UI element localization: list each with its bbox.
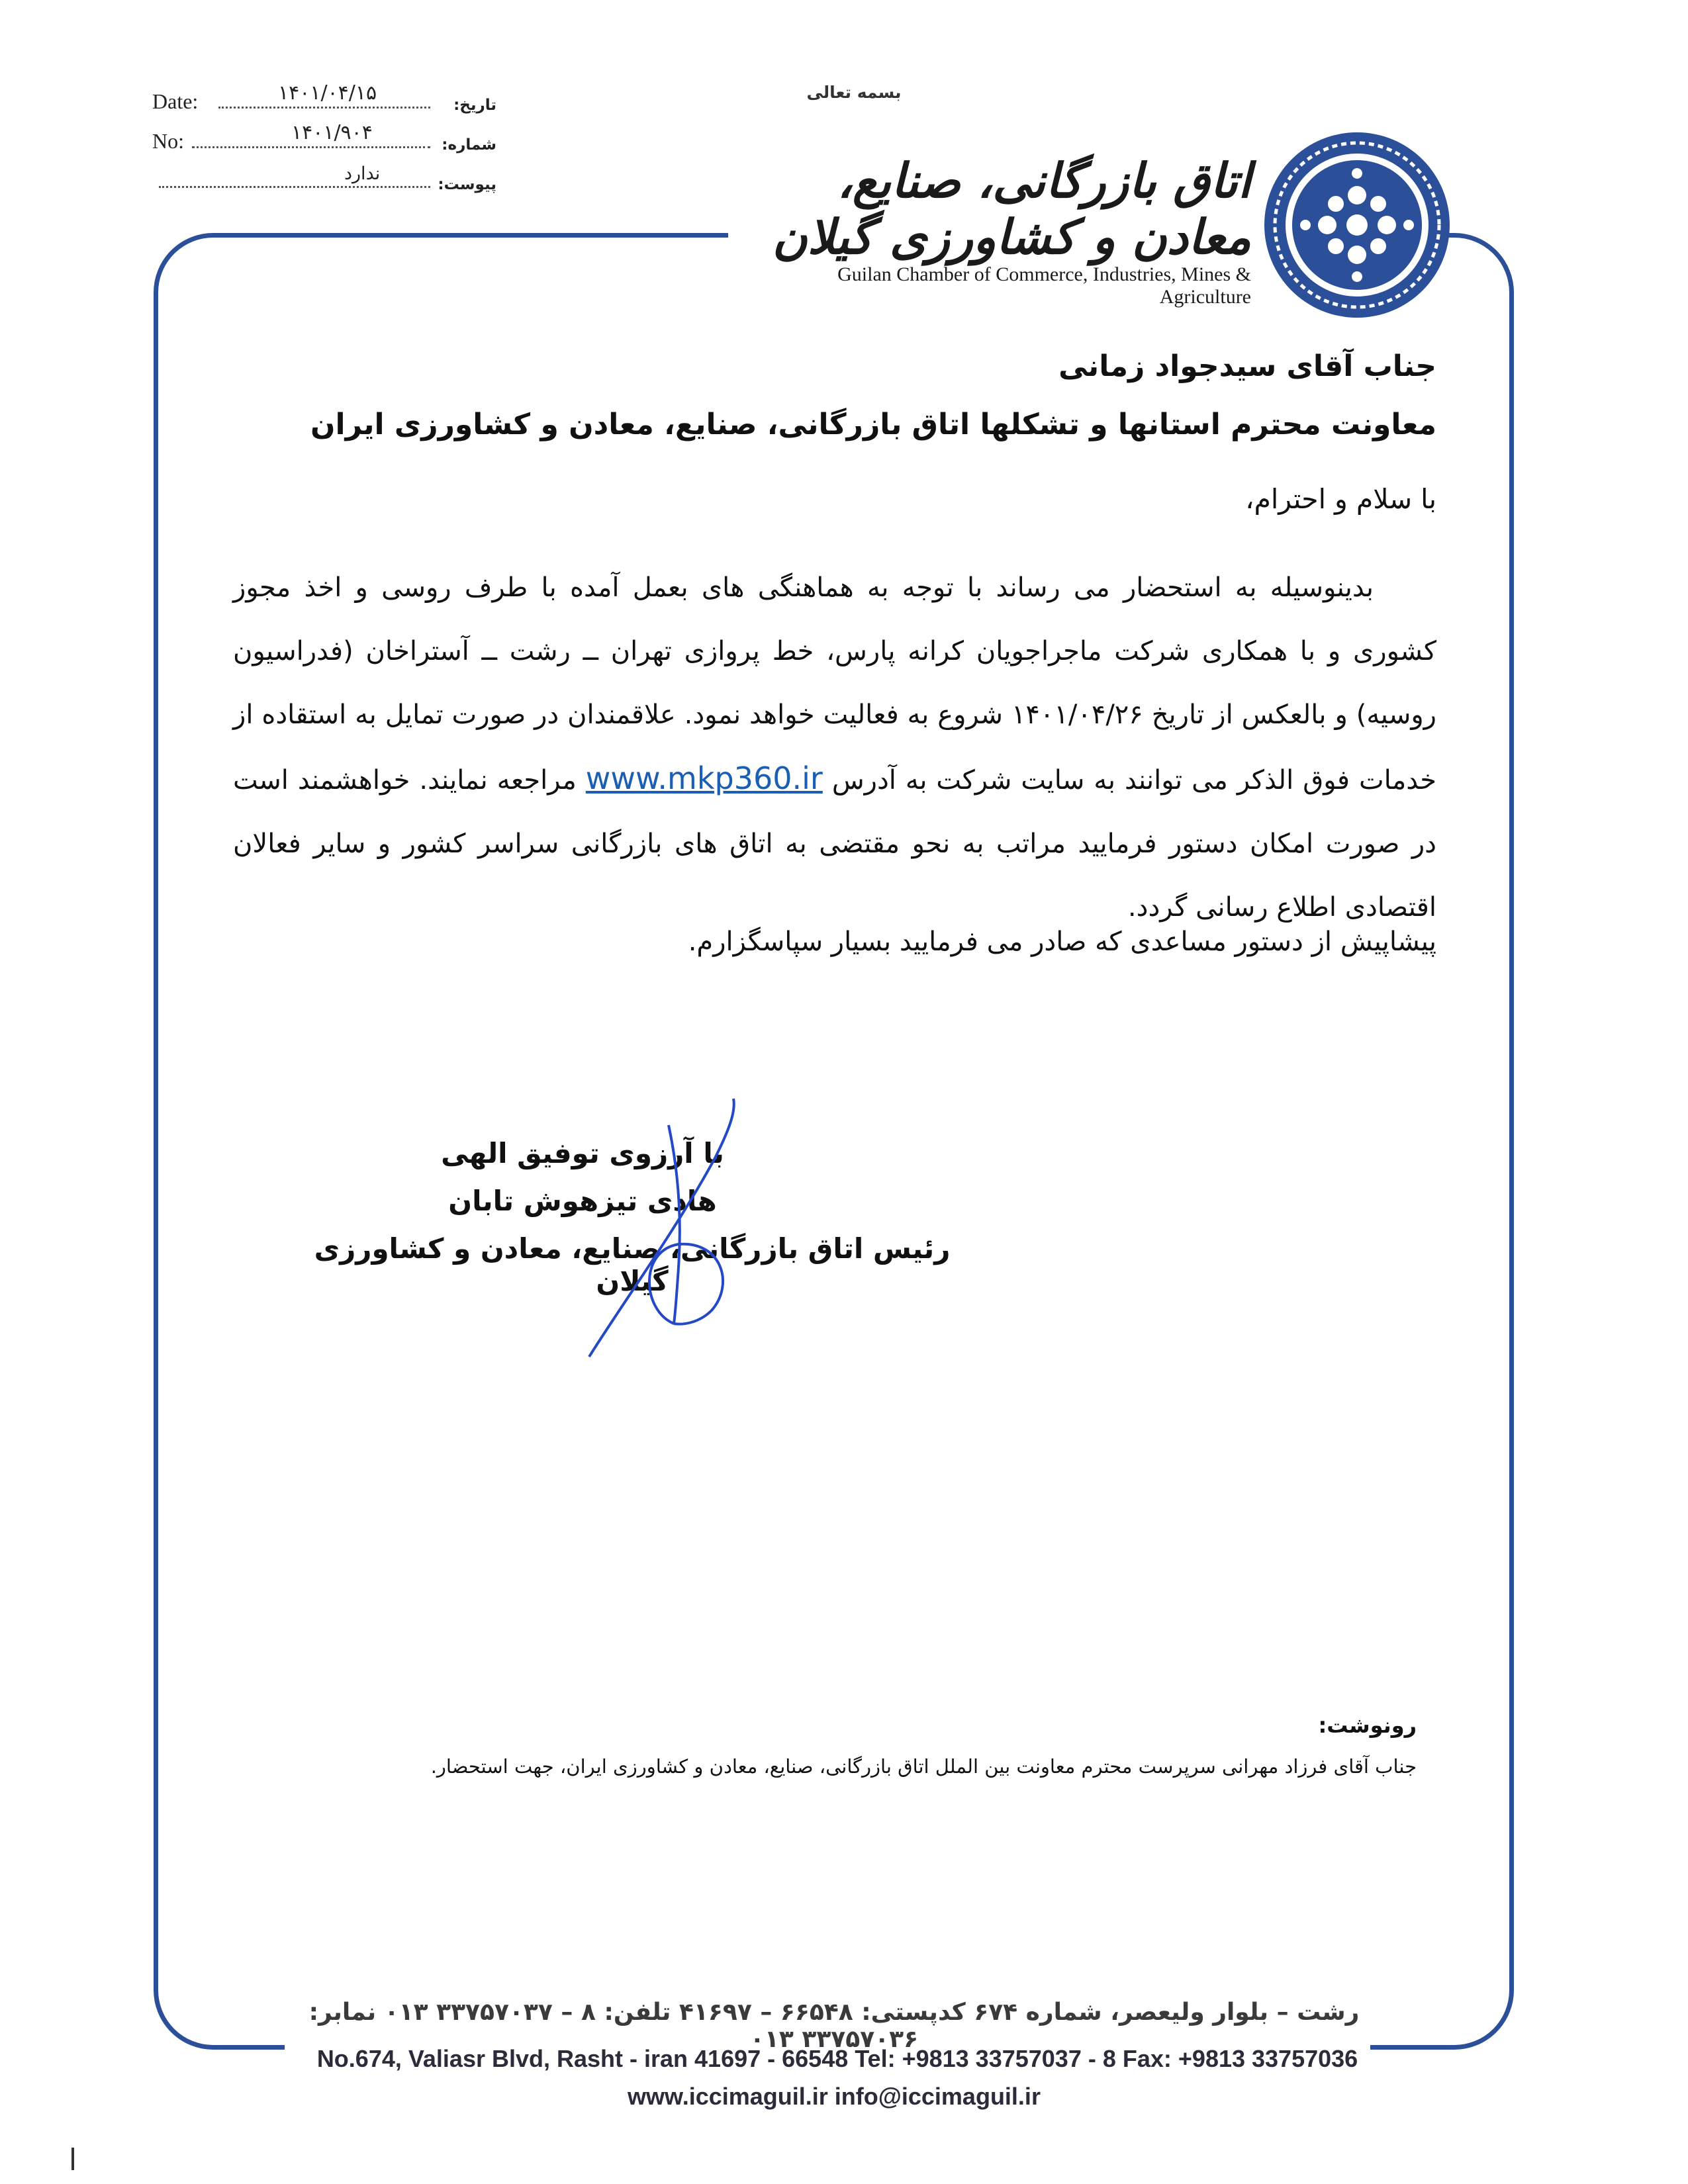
- margin-mark: [71, 2148, 74, 2170]
- date-row: [152, 79, 496, 119]
- number-label-fa: شماره:: [442, 136, 496, 154]
- date-dots: [218, 107, 430, 109]
- letter-body: [233, 556, 1436, 939]
- signatory-name: هادی تیزهوش تابان: [448, 1185, 717, 1217]
- date-label-fa: تاریخ:: [453, 97, 496, 114]
- letter-body-part1: بدینوسیله به استحضار می رساند با توجه به هماهنگی های بعمل آمده با طرف روسی و اخذ مجوز کشوری و با همکاری شرکت ماجراجویان کرانه پارس، خط پروازی تهران ــ رشت ــ آستراخان (فدراسیون روسیه) و بالعکس از تاریخ ۱۴۰۱/۰۴/۲۶ شروع به فعالیت خواهد نمود. علاقمندان در صورت تمایل به استقاده از خدمات فوق الذکر می توانند به سایت شرکت به آدرس: [233, 572, 1437, 796]
- cc-line: جناب آقای فرزاد مهرانی سرپرست محترم معاونت بین الملل اتاق بازرگانی، صنایع، معادن و کشاورزی ایران، جهت استحضار.: [430, 1755, 1417, 1778]
- handwritten-signature: [563, 1085, 761, 1370]
- attachment-dots: [159, 186, 430, 188]
- org-name-fa: اتاق بازرگانی، صنایع، معادن و کشاورزی گیلان: [772, 152, 1251, 265]
- attachment-row: [152, 159, 496, 199]
- date-value: ۱۴۰۱/۰۴/۱۵: [278, 81, 377, 105]
- attachment-label-fa: پیوست:: [438, 176, 496, 193]
- signatory-title: رئیس اتاق بازرگانی، صنایع، معادن و کشاورزی گیلان: [314, 1232, 951, 1297]
- number-value: ۱۴۰۱/۹۰۴: [291, 121, 373, 144]
- recipient-name: جناب آقای سیدجواد زمانی: [1058, 349, 1436, 383]
- cc-title: رونوشت:: [1318, 1713, 1417, 1738]
- signature-wish: با آرزوی توفیق الهی: [441, 1137, 724, 1169]
- footer-web-email: www.iccimaguil.ir info@iccimaguil.ir: [628, 2083, 1041, 2110]
- footer-address-fa: رشت – بلوار ولیعصر، شماره ۶۷۴ کدپستی: ۶۶۵۴۸ – ۴۱۶۹۷ تلفن: ۸ – ۳۳۷۵۷۰۳۷ ۰۱۳ نمابر: ۳۳۷۵۷۰۳۶ ۰۱۳: [308, 1999, 1360, 2053]
- letter-body-part2: مراجعه نمایند. خواهشمند است در صورت امکان دستور فرمایید مراتب به نحو مقتضی به اتاق های بازرگانی سراسر کشور و سایر فعالان اقتصادی اطلاع رسانی گردد.: [233, 765, 1436, 923]
- greeting: با سلام و احترام،: [1245, 483, 1436, 515]
- number-label-en: No:: [152, 129, 184, 153]
- bismillah: بسمه تعالی: [806, 83, 902, 102]
- chamber-logo-icon: [1258, 126, 1456, 324]
- footer-address-en: No.674, Valiasr Blvd, Rasht - iran 41697 - 66548 Tel: +9813 33757037 - 8 Fax: +9813 33757036: [316, 2045, 1358, 2072]
- attachment-value: ندارد: [344, 163, 381, 184]
- website-link[interactable]: www.mkp360.ir: [585, 760, 823, 796]
- closing-line: پیشاپیش از دستور مساعدی که صادر می فرمایید بسیار سپاسگزارم.: [688, 927, 1436, 957]
- recipient-title: معاونت محترم استانها و تشکلها اتاق بازرگانی، صنایع، معادن و کشاورزی ایران: [310, 408, 1436, 441]
- number-row: [152, 119, 496, 159]
- number-dots: [192, 146, 430, 148]
- date-label-en: Date:: [152, 89, 199, 113]
- org-name-en: Guilan Chamber of Commerce, Industries, Mines & Agriculture: [837, 263, 1251, 308]
